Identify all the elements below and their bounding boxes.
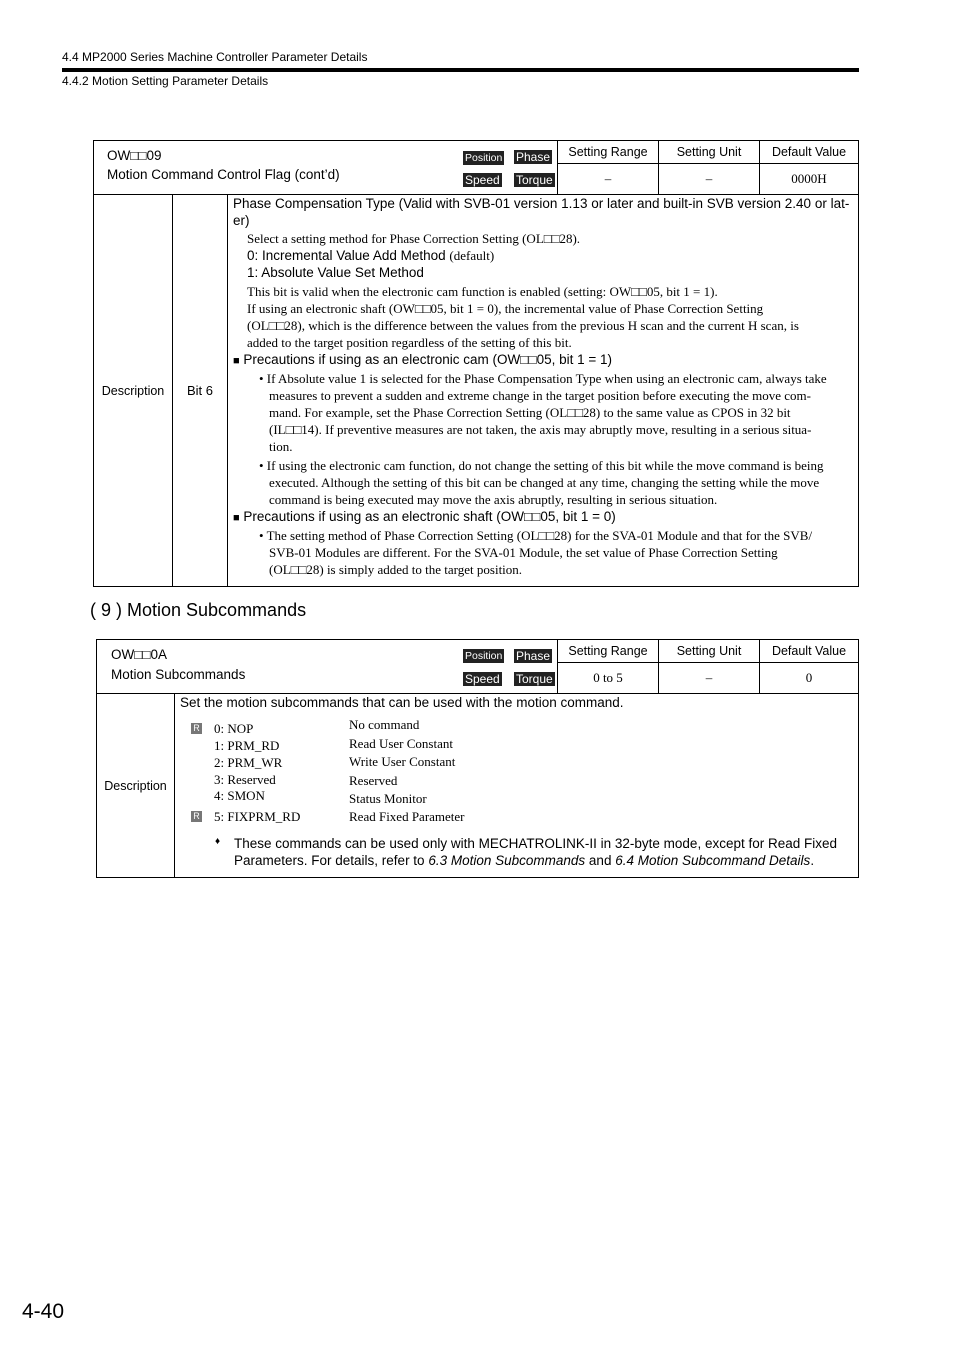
command-code-1: 1: PRM_RD: [214, 738, 280, 753]
cam-bullet-2-line-1: • If using the electronic cam function, do not change the setting of this bit while the move command is being: [259, 458, 824, 473]
default-value: 0: [760, 663, 859, 694]
parameter-table-ow09: [93, 140, 859, 195]
bit-title-line-1: Phase Compensation Type (Valid with SVB-01 version 1.13 or later and built-in SVB version 2.40 or lat-: [233, 196, 850, 211]
square-bullet-icon: ■: [233, 355, 240, 367]
page-number: 4-40: [22, 1300, 65, 1323]
note-line-1: These commands can be used only with MECHATROLINK-II in 32-byte mode, except for Read Fixed: [234, 836, 838, 851]
shaft-note-line-1: If using an electronic shaft (OW□□05, bit 1 = 0), the incremental value of Phase Correction Setting: [247, 301, 764, 316]
bit-description: [228, 195, 859, 587]
command-desc-3: Reserved: [349, 773, 398, 788]
description-table-ow0a: [96, 693, 859, 878]
register-name: Motion Subcommands: [111, 667, 246, 682]
speed-badge: Speed: [465, 173, 500, 187]
r-mark-icon: R: [191, 811, 202, 822]
command-desc-0: No command: [349, 717, 420, 732]
description-label: Description: [94, 195, 173, 587]
note-line-2: [234, 852, 874, 869]
running-header-subsection: 4.4.2 Motion Setting Parameter Details: [62, 74, 269, 88]
precaution-shaft-text: Precautions if using as an electronic shaft (OW□□05, bit 1 = 0): [243, 509, 616, 524]
bit-title-line-2: er): [233, 213, 250, 228]
diamond-bullet-icon: ♦: [215, 836, 221, 847]
register-name-cell: [97, 640, 558, 694]
command-code-2: 2: PRM_WR: [214, 755, 283, 770]
option-0: [247, 247, 858, 264]
command-code-5: 5: FIXPRM_RD: [214, 809, 301, 824]
command-desc-2: Write User Constant: [349, 754, 456, 769]
shaft-bullet-1-line-1: • The setting method of Phase Correction Setting (OL□□28) for the SVA-01 Module and that for the SVB/: [259, 528, 813, 543]
option-1: 1: Absolute Value Set Method: [247, 265, 424, 280]
register-name-cell: [94, 141, 558, 195]
command-code-4: 4: SMON: [214, 788, 265, 803]
cam-bullet-1-line-4: (IL□□14). If preventive measures are not taken, the axis may abruptly move, resulting in a serious situa-: [269, 422, 812, 437]
select-method-text: Select a setting method for Phase Correction Setting (OL□□28).: [247, 231, 581, 246]
precaution-cam-heading: [233, 351, 858, 370]
cam-bullet-1-line-5: tion.: [269, 439, 293, 454]
description-table-ow09: [93, 194, 859, 587]
shaft-bullet-1-line-3: (OL□□28) is simply added to the target position.: [269, 562, 523, 577]
register-name: Motion Command Control Flag (cont’d): [107, 167, 340, 182]
setting-range-header: Setting Range: [558, 640, 659, 663]
precaution-shaft-heading: [233, 508, 858, 527]
reference-link-6-4[interactable]: 6.4 Motion Subcommand Details: [615, 853, 811, 868]
phase-badge: Phase: [516, 150, 551, 164]
default-value-header: Default Value: [760, 640, 859, 663]
note-conjunction: and: [585, 853, 616, 868]
parameter-table-ow0a: [96, 639, 859, 694]
register-number: OW□□09: [107, 148, 162, 163]
precaution-cam-text: Precautions if using as an electronic cam (OW□□05, bit 1 = 1): [243, 352, 613, 367]
torque-badge: Torque: [516, 173, 553, 187]
command-desc-5: Read Fixed Parameter: [349, 809, 465, 824]
setting-unit-header: Setting Unit: [659, 141, 760, 164]
cam-bullet-2-line-3: command is being executed may move the axis abruptly, resulting in serious situation.: [269, 492, 718, 507]
running-header-section: 4.4 MP2000 Series Machine Controller Parameter Details: [62, 50, 368, 64]
subcommand-intro: Set the motion subcommands that can be used with the motion command.: [180, 695, 624, 710]
setting-range-value: 0 to 5: [558, 663, 659, 694]
subcommand-description: [175, 694, 859, 878]
setting-unit-value: –: [659, 663, 760, 694]
shaft-note-line-3: added to the target position regardless of the setting of this bit.: [247, 335, 572, 350]
section-heading-motion-subcommands: ( 9 ) Motion Subcommands: [90, 600, 307, 620]
note-text: Parameters. For details, refer to: [234, 853, 429, 868]
header-rule: [62, 68, 859, 72]
position-badge: Position: [465, 650, 503, 662]
position-badge: Position: [465, 152, 503, 164]
cam-bullet-1-line-1: • If Absolute value 1 is selected for the Phase Compensation Type when using an electronic cam, always take: [259, 371, 827, 386]
option-0-note: (default): [449, 248, 495, 263]
option-0-label: 0: Incremental Value Add Method: [247, 248, 446, 263]
note-period: .: [810, 853, 815, 868]
setting-range-value: –: [558, 164, 659, 195]
reference-link-6-3[interactable]: 6.3 Motion Subcommands: [428, 853, 586, 868]
r-mark-icon: R: [191, 723, 202, 734]
bit-label: Bit 6: [173, 195, 228, 587]
command-desc-4: Status Monitor: [349, 791, 427, 806]
default-value-header: Default Value: [760, 141, 859, 164]
torque-badge: Torque: [516, 672, 553, 686]
shaft-note-line-2: (OL□□28), which is the difference between the values from the previous H scan and the current H scan, is: [247, 318, 799, 333]
shaft-bullet-1-line-2: SVB-01 Modules are different. For the SVA-01 Module, the set value of Phase Correction Setting: [269, 545, 778, 560]
default-value: 0000H: [760, 164, 859, 195]
setting-range-header: Setting Range: [558, 141, 659, 164]
speed-badge: Speed: [465, 672, 500, 686]
phase-badge: Phase: [516, 649, 551, 663]
command-code-0: 0: NOP: [214, 721, 254, 736]
valid-note: This bit is valid when the electronic cam function is enabled (setting: OW□□05, bit 1 = 1).: [247, 284, 718, 299]
setting-unit-value: –: [659, 164, 760, 195]
cam-bullet-1-line-2: measures to prevent a sudden and extreme change in the target position before executing the move com-: [269, 388, 811, 403]
register-number: OW□□0A: [111, 647, 168, 662]
setting-unit-header: Setting Unit: [659, 640, 760, 663]
command-code-3: 3: Reserved: [214, 772, 276, 787]
cam-bullet-1-line-3: mand. For example, set the Phase Correction Setting (OL□□28) to the same value as CPOS in 32 bit: [269, 405, 791, 420]
cam-bullet-2-line-2: executed. Although the setting of this bit can be changed at any time, changing the setting while the move: [269, 475, 820, 490]
command-desc-1: Read User Constant: [349, 736, 453, 751]
description-label: Description: [97, 694, 175, 878]
square-bullet-icon: ■: [233, 512, 240, 524]
